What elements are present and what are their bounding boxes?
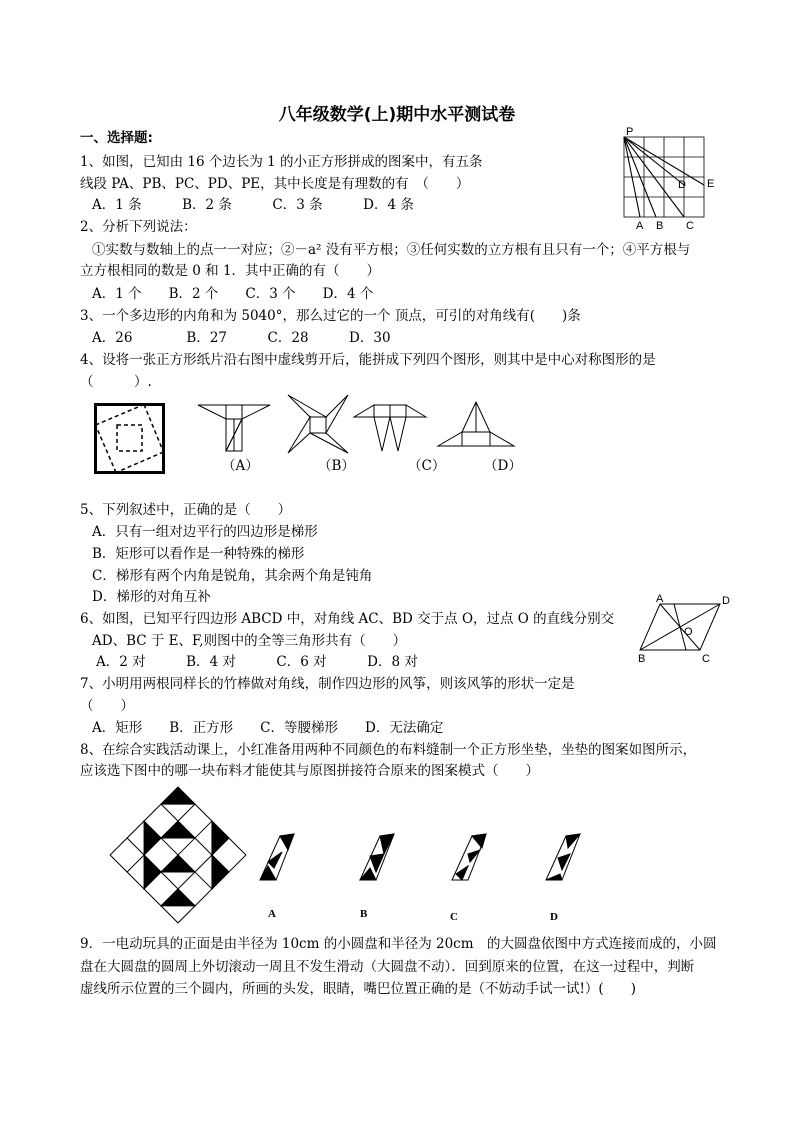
option-a-label: （A） bbox=[222, 458, 259, 474]
question-5-option-c: C．梯形有两个内角是锐角，其余两个角是钝角 bbox=[92, 568, 373, 584]
question-3-line-1: 3、一个多边形的内角和为 5040°，那么过它的一个 顶点，可引的对角线有( )条 bbox=[80, 308, 581, 324]
question-5-option-b: B．矩形可以看作是一种特殊的梯形 bbox=[92, 546, 305, 562]
point-label-a: A bbox=[636, 220, 644, 232]
point-label-b: B bbox=[656, 220, 664, 232]
question-5-option-d: D．梯形的对角互补 bbox=[92, 589, 211, 605]
question-1-line-2: 线段 PA、PB、PC、PD、PE，其中长度是有理数的有 （ ） bbox=[80, 176, 470, 192]
question-2-line-3: 立方根相同的数是 0 和 1．其中正确的有（ ） bbox=[80, 263, 381, 279]
question-6-line-2: AD、BC 于 E、F,则图中的全等三角形共有（ ） bbox=[92, 633, 407, 649]
question-6-line-1: 6、如图，已知平行四边形 ABCD 中，对角线 AC、BD 交于点 O，过点 O 的直线分别交 bbox=[80, 611, 615, 627]
question-1-line-1: 1、如图，已知由 16 个边长为 1 的小正方形拼成的图案中，有五条 bbox=[80, 154, 483, 170]
section-heading: 一、选择题: bbox=[80, 130, 153, 146]
option-c-label: （C） bbox=[408, 458, 446, 474]
question-6-options: A．2 对 B．4 对 C．6 对 D．8 对 bbox=[96, 654, 418, 670]
point-label-d: D bbox=[678, 179, 686, 191]
question-9-line-1: 9．一电动玩具的正面是由半径为 10cm 的小圆盘和半径为 20cm 的大圆盘依图中方式连接而成的，小圆 bbox=[80, 936, 717, 952]
option-d-label: （D） bbox=[484, 458, 522, 474]
page-title: 八年级数学(上)期中水平测试卷 bbox=[278, 105, 516, 125]
point-label-e: E bbox=[707, 178, 715, 190]
question-2-line-2: ①实数与数轴上的点一一对应；②－a² 没有平方根；③任何实数的立方根有且只有一个；④平方根与 bbox=[92, 242, 691, 258]
question-7-options: A．矩形 B．正方形 C．等腰梯形 D．无法确定 bbox=[92, 720, 444, 736]
point-label-c: C bbox=[686, 220, 694, 232]
point-label-p: P bbox=[626, 126, 634, 138]
question-2-line-1: 2、分析下列说法： bbox=[80, 219, 197, 235]
vertex-label-a: A bbox=[656, 593, 664, 605]
question-3-options: A．26 B．27 C．28 D．30 bbox=[92, 330, 391, 346]
question-4-line-1: 4、设将一张正方形纸片沿右图中虚线剪开后，能拼成下列四个图形，则其中是中心对称图形的是 bbox=[80, 352, 656, 368]
fabric-label-b: B bbox=[360, 908, 368, 920]
question-8-line-1: 8、在综合实践活动课上，小红准备用两种不同颜色的布料缝制一个正方形坐垫，坐垫的图案如图所示， bbox=[80, 742, 697, 758]
fabric-label-c: C bbox=[450, 911, 458, 923]
vertex-label-b: B bbox=[638, 653, 646, 665]
question-5-option-a: A．只有一组对边平行的四边形是梯形 bbox=[92, 524, 318, 540]
fabric-label-a: A bbox=[268, 908, 276, 920]
question-5-line-1: 5、下列叙述中，正确的是（ ） bbox=[80, 502, 292, 518]
center-label-o: O bbox=[684, 626, 693, 638]
vertex-label-c: C bbox=[702, 653, 710, 665]
vertex-label-d: D bbox=[722, 595, 730, 607]
question-2-options: A．1 个 B．2 个 C．3 个 D．4 个 bbox=[92, 286, 374, 302]
question-9-line-2: 盘在大圆盘的圆周上外切滚动一周且不发生滑动（大圆盘不动）．回到原来的位置，在这一过程中，判断 bbox=[80, 959, 695, 975]
question-8-line-2: 应该选下图中的哪一块布料才能使其与原图拼接符合原来的图案模式（ ） bbox=[80, 763, 539, 779]
question-7-line-2: （ ） bbox=[80, 698, 134, 714]
question-1-options: A．1 条 B．2 条 C．3 条 D．4 条 bbox=[92, 197, 414, 213]
question-7-line-1: 7、小明用两根同样长的竹棒做对角线，制作四边形的风筝，则该风筝的形状一定是 bbox=[80, 676, 575, 692]
fabric-label-d: D bbox=[550, 911, 558, 923]
question-4-line-2: （ ）. bbox=[80, 374, 152, 390]
question-9-line-3: 虚线所示位置的三个圆内，所画的头发，眼睛，嘴巴位置正确的是（不妨动手试一试!）( ) bbox=[80, 981, 636, 997]
option-b-label: （B） bbox=[318, 458, 355, 474]
